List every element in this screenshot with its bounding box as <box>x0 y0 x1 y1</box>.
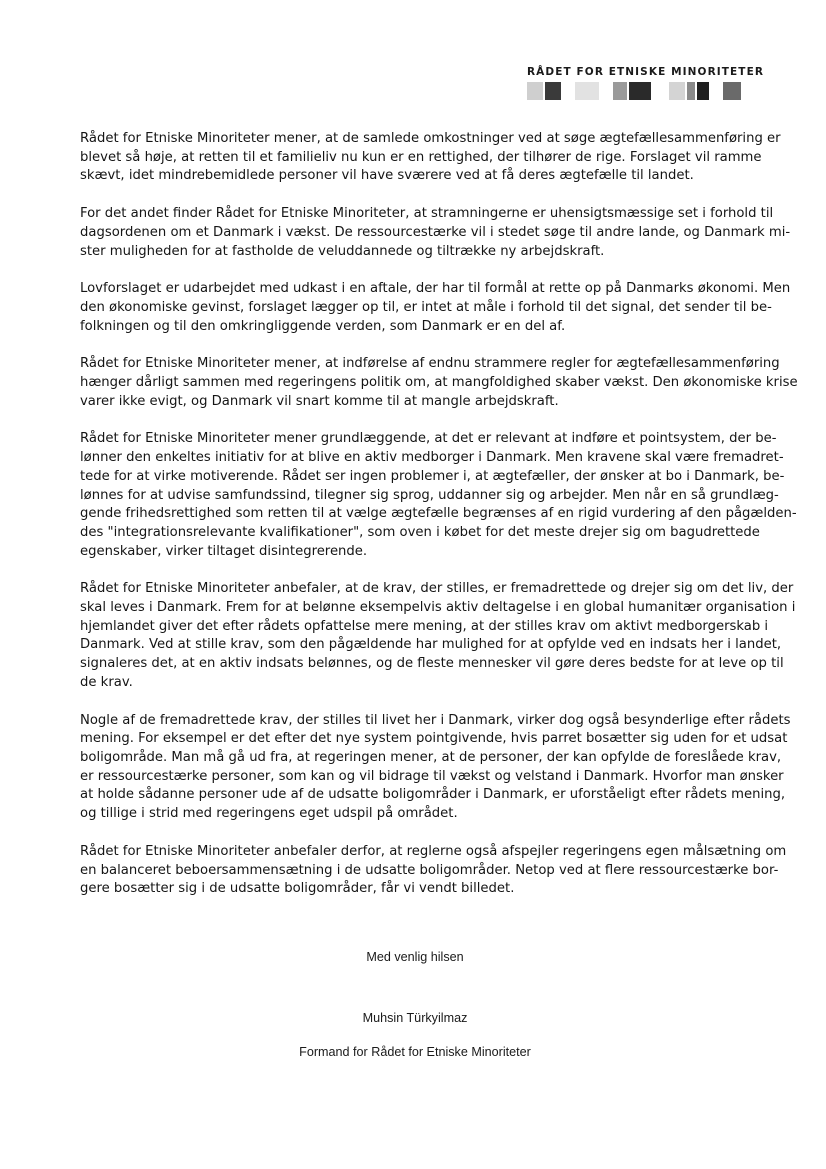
letterhead <box>527 66 765 100</box>
text-line: lønnes for at udvise samfundssind, tilegner sig sprog, uddanner sig og arbejder. Men når en så grundlæg- <box>80 487 779 503</box>
text-line: og tillige i strid med regeringens eget udspil på området. <box>80 806 458 822</box>
letter-body <box>80 130 798 918</box>
text-line: signaleres det, at en aktiv indsats belønnes, og de fleste mennesker vil gøre deres bedste for at leve op til <box>80 656 784 672</box>
text-line: For det andet finder Rådet for Etniske Minoriteter, at stramningerne er uhensigtsmæssige set i forhold til <box>80 206 774 222</box>
logo-block <box>697 82 709 100</box>
logo-block <box>653 82 667 100</box>
text-line: de krav. <box>80 674 133 690</box>
paragraph <box>80 430 797 561</box>
closing-greeting: Med venlig hilsen <box>366 950 464 964</box>
text-line: Rådet for Etniske Minoriteter mener grundlæggende, at det er relevant at indføre et pointsystem, der be- <box>80 431 777 447</box>
text-line: gende frihedsrettighed som retten til at vælge ægtefælle begrænses af en rigid vurdering af den pågælden- <box>80 506 797 522</box>
logo-block <box>723 82 741 100</box>
logo-block <box>601 82 611 100</box>
text-line: hjemlandet giver det efter rådets opfattelse mere mening, at der stilles krav om aktivt medborgerskab i <box>80 618 769 634</box>
text-line: Rådet for Etniske Minoriteter anbefaler, at de krav, der stilles, er fremadrettede og drejer sig om det liv, der <box>80 581 794 597</box>
text-line: dagsordenen om et Danmark i vækst. De ressourcestærke vil i stedet søge til andre lande, og Danmark mi- <box>80 224 791 240</box>
text-line: ster muligheden for at fastholde de veluddannede og tiltrække ny arbejdskraft. <box>80 243 605 259</box>
logo-block <box>545 82 561 100</box>
text-line: at holde sådanne personer ude af de udsatte boligområder i Danmark, er uforståeligt efter rådets mening, <box>80 787 786 803</box>
text-line: Rådet for Etniske Minoriteter mener, at de samlede omkostninger ved at søge ægtefællesammenføring er <box>80 131 781 146</box>
text-line: boligområde. Man må gå ud fra, at regeringen mener, at de personer, der kan opfylde de foreslåede krav, <box>80 749 782 765</box>
text-line: egenskaber, virker tiltaget disintegrerende. <box>80 543 368 559</box>
text-line: Danmark. Ved at stille krav, som den pågældende har mulighed for at opfylde ved en indsats her i landet, <box>80 637 782 653</box>
text-line: des "integrationsrelevante kvalifikationer", som oven i købet for det meste drejer sig om bagudrettede <box>80 524 760 540</box>
text-line: skævt, idet mindrebemidlede personer vil have sværere ved at få deres ægtefælle til landet. <box>80 168 694 184</box>
logo-block <box>575 82 599 100</box>
paragraph <box>80 205 791 261</box>
text-line: Rådet for Etniske Minoriteter anbefaler derfor, at reglerne også afspejler regeringens egen målsætning om <box>80 843 787 859</box>
text-line: lønner den enkeltes initiativ for at blive en aktiv medborger i Danmark. Men kravene skal være fremadret- <box>80 450 784 466</box>
logo-block <box>687 82 695 100</box>
text-line: mening. For eksempel er det efter det nye system pointgivende, hvis parret bosætter sig uden for et udsat <box>80 731 788 747</box>
organization-name: RÅDET FOR ETNISKE MINORITETER <box>527 66 765 78</box>
paragraph <box>80 843 787 899</box>
logo-block <box>711 82 721 100</box>
paragraph <box>80 280 791 336</box>
signer-title: Formand for Rådet for Etniske Minoriteter <box>299 1045 531 1059</box>
paragraph <box>80 580 796 692</box>
text-line: skal leves i Danmark. Frem for at belønne eksempelvis aktiv deltagelse i en global humanitær organisation i <box>80 600 796 616</box>
paragraph <box>80 130 781 186</box>
paragraph <box>80 712 791 824</box>
signer-name: Muhsin Türkyilmaz <box>362 1011 468 1025</box>
logo-block <box>527 82 543 100</box>
logo-block <box>563 82 573 100</box>
text-line: Nogle af de fremadrettede krav, der stilles til livet her i Danmark, virker dog også besynderlige efter rådets <box>80 712 791 728</box>
text-line: Lovforslaget er udarbejdet med udkast i en aftale, der har til formål at rette op på Danmarks økonomi. Men <box>80 281 791 297</box>
text-line: tede for at virke motiverende. Rådet ser ingen problemer i, at ægtefæller, der ønsker at bo i Danmark, be- <box>80 468 785 484</box>
text-line: folkningen og til den omkringliggende verden, som Danmark er en del af. <box>80 318 566 334</box>
logo-block <box>629 82 651 100</box>
organization-logo <box>527 82 757 100</box>
text-line: en balanceret beboersammensætning i de udsatte boligområder. Netop ved at flere ressourcestærke bor- <box>80 862 779 878</box>
logo-block <box>669 82 685 100</box>
text-line: varer ikke evigt, og Danmark vil snart komme til at mangle arbejdskraft. <box>80 393 559 409</box>
text-line: Rådet for Etniske Minoriteter mener, at indførelse af endnu strammere regler for ægtefællesammenføring <box>80 356 780 372</box>
text-line: den økonomiske gevinst, forslaget lægger op til, er intet at måle i forhold til det signal, det sender til be- <box>80 299 772 315</box>
paragraph <box>80 355 798 411</box>
text-line: blevet så høje, at retten til et familieliv nu kun er en rettighed, der tilhører de rige. Forslaget vil ramme <box>80 149 762 165</box>
text-line: er ressourcestærke personer, som kan og vil bidrage til vækst og velstand i Danmark. Hvorfor man ønsker <box>80 768 784 784</box>
text-line: gere bosætter sig i de udsatte boligområder, får vi vendt billedet. <box>80 881 515 897</box>
logo-block <box>613 82 627 100</box>
text-line: hænger dårligt sammen med regeringens politik om, at mangfoldighed skaber vækst. Den økonomiske krise <box>80 375 798 391</box>
